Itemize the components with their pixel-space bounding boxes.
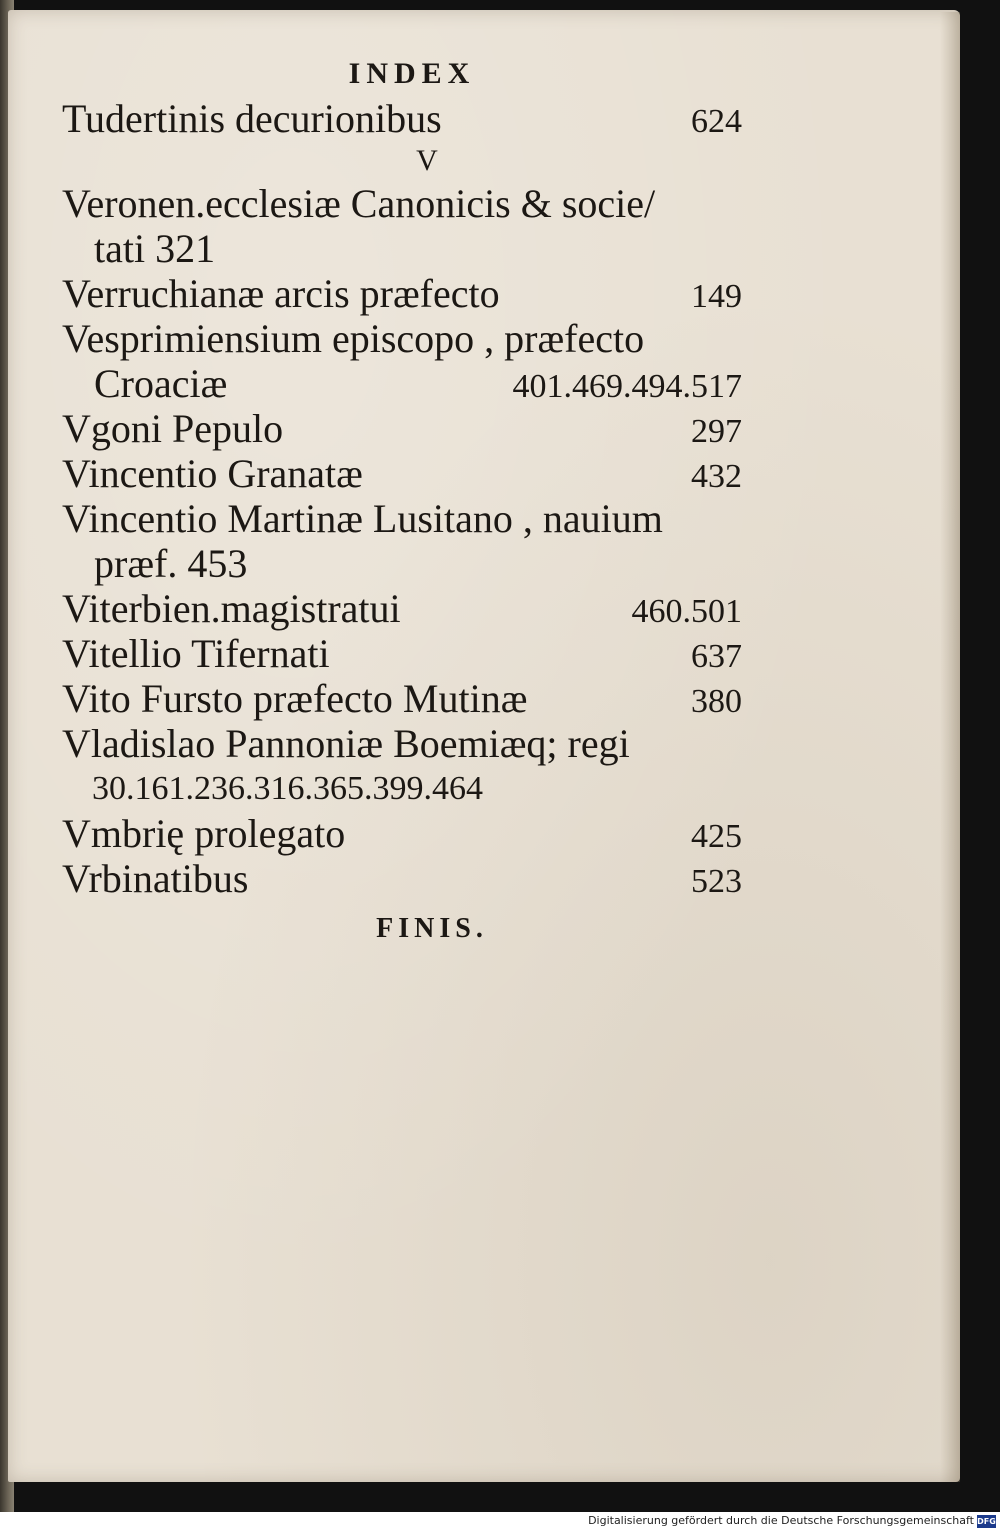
index-entry-page-number: 523 (691, 863, 742, 900)
index-entry-page-number: 425 (691, 818, 742, 855)
index-entry-text: Verruchianæ arcis præfecto (62, 271, 500, 316)
index-entry-text: Vmbrię prolegato (62, 811, 346, 856)
index-entry-text: Croaciæ (94, 361, 228, 406)
finis-mark: FINIS. (376, 913, 488, 944)
index-entry (62, 181, 742, 226)
index-entry (62, 316, 742, 361)
index-entry (62, 811, 742, 856)
index-entry-page-number: 149 (691, 278, 742, 315)
index-entry-text: Viterbien.magistratui (62, 586, 401, 631)
footer-credit: Digitalisierung gefördert durch die Deutsche Forschungsgemeinschaft (588, 1514, 974, 1527)
index-entry-text: Vgoni Pepulo (62, 406, 284, 451)
index-entry-page-number: 297 (691, 413, 742, 450)
index-entry-continuation (62, 361, 742, 406)
index-entry (62, 406, 742, 451)
page-edge-shadow (940, 12, 960, 1482)
index-text-block (62, 52, 742, 957)
index-entry-text: Vrbinatibus (62, 856, 249, 901)
index-entry-text: Vitellio Tifernati (62, 631, 330, 676)
section-letter: V (416, 144, 438, 177)
index-entry (62, 721, 742, 766)
index-entry-text: Vincentio Martinæ Lusitano , nauium (62, 496, 663, 541)
index-entry-text: tati 321 (94, 226, 216, 271)
index-entry (62, 271, 742, 316)
index-entry-continuation (62, 766, 742, 811)
index-entry-text: Veronen.ecclesiæ Canonicis & socie/ (62, 181, 656, 226)
index-entry-text: Tudertinis decurionibus (62, 96, 442, 141)
index-entry-text: 30.161.236.316.365.399.464 (92, 770, 483, 807)
index-entry (62, 631, 742, 676)
running-head: INDEX (348, 57, 476, 90)
index-entry (62, 496, 742, 541)
index-entry-page-number: 380 (691, 683, 742, 720)
index-entry (62, 586, 742, 631)
index-entry-continuation (62, 541, 742, 586)
index-entry-text: præf. 453 (94, 541, 248, 586)
index-entry-page-number: 637 (691, 638, 742, 675)
index-entry (62, 856, 742, 901)
index-entry (62, 676, 742, 721)
index-entry-text: Vito Fursto præfecto Mutinæ (62, 676, 528, 721)
index-entries (62, 181, 742, 901)
index-entry-text: Vladislao Pannoniæ Boemiæq; regi (62, 721, 630, 766)
index-entry-page-number: 624 (691, 103, 742, 140)
index-entry-text: Vesprimiensium episcopo , præfecto (62, 316, 645, 361)
index-entry (62, 451, 742, 496)
index-entry-page-number: 432 (691, 458, 742, 495)
index-entry (62, 96, 742, 141)
index-entry-continuation (62, 226, 742, 271)
index-entry-page-number: 460.501 (631, 593, 742, 630)
dfg-logo: DFG (977, 1517, 996, 1526)
index-entries-before (62, 96, 742, 141)
index-entry-text: Vincentio Granatæ (62, 451, 363, 496)
index-entry-page-number: 401.469.494.517 (512, 368, 742, 405)
